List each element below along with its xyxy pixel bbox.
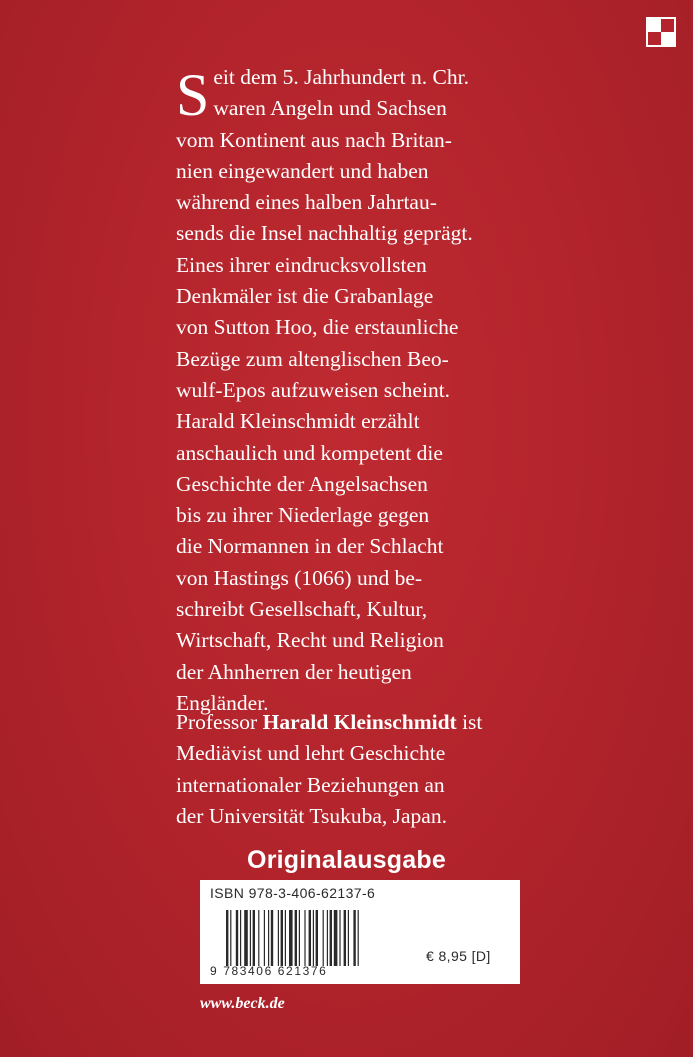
barcode-digits: 9 783406 621376	[210, 964, 328, 978]
author-name: Harald Kleinschmidt	[262, 710, 457, 734]
blurb-line: eit dem 5. Jahrhundert n. Chr.	[213, 65, 469, 89]
blurb-line: schreibt Gesellschaft, Kultur,	[176, 597, 428, 622]
blurb-line: Geschichte der Angelsachsen	[176, 471, 428, 496]
edition-label: Originalausgabe	[247, 846, 446, 874]
blurb-line: Harald Kleinschmidt erzählt	[176, 409, 420, 434]
blurb-line: Engländer.	[176, 690, 269, 715]
blurb-line: der Ahnherren der heutigen	[176, 659, 412, 684]
blurb-line: Bezüge zum altenglischen Beo-	[176, 346, 449, 371]
website-link[interactable]: www.beck.de	[200, 995, 285, 1012]
bio-line	[176, 707, 676, 738]
blurb-line: die Normannen in der Schlacht	[176, 534, 444, 559]
bio-line: internationaler Beziehungen an	[176, 772, 445, 797]
book-blurb	[176, 62, 676, 719]
blurb-line: Eines ihrer eindrucksvollsten	[176, 252, 427, 277]
blurb-line: Denkmäler ist die Grabanlage	[176, 284, 434, 309]
bio-line: Mediävist und lehrt Geschichte	[176, 741, 446, 766]
blurb-line: waren Angeln und Sachsen	[213, 96, 447, 121]
blurb-line: sends die Insel nachhaltig geprägt.	[176, 221, 473, 246]
blurb-line: während eines halben Jahrtau-	[176, 190, 437, 215]
bio-line1-suffix: ist	[456, 710, 483, 734]
bio-line: der Universität Tsukuba, Japan.	[176, 803, 447, 828]
barcode-box	[200, 880, 520, 984]
price-label: € 8,95 [D]	[426, 948, 491, 964]
blurb-line: nien eingewandert und haben	[176, 158, 429, 183]
blurb-line: von Hastings (1066) und be-	[176, 565, 423, 590]
blurb-line: von Sutton Hoo, die erstaunliche	[176, 315, 459, 340]
publisher-logo-icon	[646, 17, 676, 47]
bio-prefix: Professor	[176, 710, 263, 734]
blurb-line: anschaulich und kompetent die	[176, 440, 443, 465]
blurb-line: bis zu ihrer Niederlage gegen	[176, 503, 430, 528]
barcode-icon	[226, 910, 398, 966]
drop-cap: S	[176, 62, 210, 128]
author-bio	[176, 707, 676, 832]
blurb-line: wulf-Epos aufzuweisen scheint.	[176, 377, 451, 402]
blurb-line: vom Kontinent aus nach Britan-	[176, 127, 452, 152]
blurb-line: Wirtschaft, Recht und Religion	[176, 628, 444, 653]
isbn-label: ISBN 978-3-406-62137-6	[210, 885, 376, 901]
